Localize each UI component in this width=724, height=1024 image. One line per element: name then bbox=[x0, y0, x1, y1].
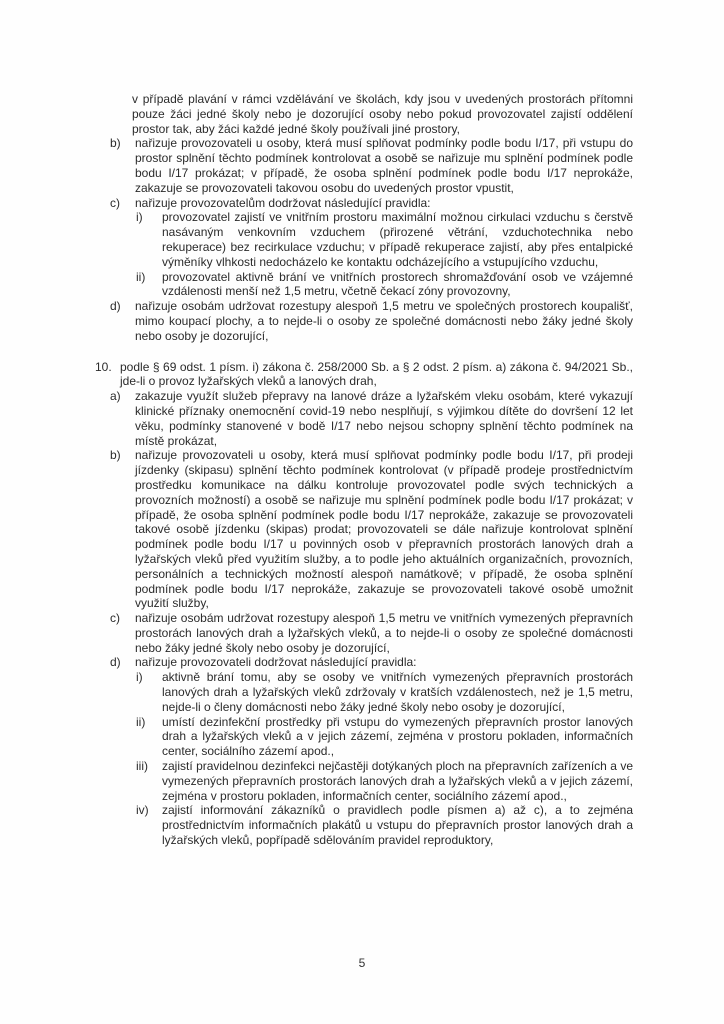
document-body bbox=[95, 92, 633, 848]
document-item bbox=[95, 196, 633, 211]
page-footer bbox=[0, 956, 724, 970]
document-item bbox=[95, 136, 633, 195]
item-text: provozovatel zajistí ve vnitřním prostoru maximální možnou cirkulaci vzduchu s čerstvě nasávaným venkovním vzduchem (přirozené větrání, vzduchotechnika nebo rekuperace) bez recirkulace vzduchu; v případě rekuperace zajistí, aby přes entalpické výměníky vlhkosti nedocházelo ke kontaktu odcházejícího a vstupujícího vzduchu, bbox=[162, 210, 633, 269]
item-text: nařizuje osobám udržovat rozestupy alespoň 1,5 metru ve vnitřních vymezených přepravních prostorách lanových drah a lyžařských vleků, a to nejde-li o osoby ze společné domácnosti nebo žáky jedné školy nebo osoby je dozorující, bbox=[135, 611, 633, 655]
item-text: nařizuje provozovateli u osoby, která musí splňovat podmínky podle bodu I/17, při vstupu do prostor splnění těchto podmínek kontrolovat a osobě se nařizuje mu splnění podmínek podle bodu I/17 prokázat; v případě, že osoba splnění podmínek podle bodu I/17 neprokáže, zakazuje se provozovateli takovou osobu do uvedených prostor vpustit, bbox=[135, 136, 633, 195]
item-marker: a) bbox=[110, 389, 121, 404]
document-item bbox=[95, 210, 633, 269]
document-item bbox=[95, 299, 633, 343]
document-item bbox=[95, 448, 633, 611]
item-marker: i) bbox=[136, 210, 143, 225]
document-item bbox=[95, 803, 633, 847]
item-marker: iii) bbox=[136, 759, 148, 774]
item-marker: iv) bbox=[136, 803, 149, 818]
document-item bbox=[95, 92, 633, 136]
item-marker: d) bbox=[110, 299, 121, 314]
document-item bbox=[95, 389, 633, 448]
item-marker: ii) bbox=[136, 269, 146, 284]
item-text: aktivně brání tomu, aby se osoby ve vnitřních vymezených přepravních prostorách lanových drah a lyžařských vleků zdržovaly v kratších vzdálenostech, než je 1,5 metru, nejde-li o členy domácnosti nebo žáky jedné školy nebo osoby je dozorující, bbox=[162, 670, 633, 714]
item-marker: c) bbox=[110, 611, 120, 626]
document-item bbox=[95, 670, 633, 714]
item-text: umístí dezinfekční prostředky při vstupu do vymezených přepravních prostor lanových drah a lyžařských vleků a v jejich zázemí, zejména v prostoru pokladen, informačních center, sociálního zázemí apod., bbox=[162, 714, 633, 759]
item-text: podle § 69 odst. 1 písm. i) zákona č. 258/2000 Sb. a § 2 odst. 2 písm. a) zákona č. 94/2021 Sb., jde-li o provoz lyžařských vleků a lanových drah, bbox=[120, 359, 633, 389]
item-text: v případě plavání v rámci vzdělávání ve školách, kdy jsou v uvedených prostorách přítomni pouze žáci jedné školy nebo je dozorující osoby nebo pokud provozovatel zajistí oddělení prostor tak, aby žáci každé jedné školy používali jiné prostory, bbox=[132, 92, 633, 136]
item-text: nařizuje provozovateli dodržovat následující pravidla: bbox=[135, 655, 417, 670]
item-text: nařizuje provozovatelům dodržovat následující pravidla: bbox=[135, 195, 431, 210]
document-item bbox=[95, 611, 633, 655]
item-marker: ii) bbox=[136, 714, 146, 729]
document-item bbox=[95, 360, 633, 390]
item-text: nařizuje osobám udržovat rozestupy alespoň 1,5 metru ve společných prostorech koupališť, mimo koupací plochy, a to nejde-li o osoby ze společné domácnosti nebo žáky jedné školy nebo osoby je dozorující, bbox=[135, 299, 633, 343]
item-marker: c) bbox=[110, 195, 120, 210]
document-item bbox=[95, 270, 633, 300]
document-item bbox=[95, 759, 633, 803]
item-text: nařizuje provozovateli u osoby, která musí splňovat podmínky podle bodu I/17, při prodeji jízdenky (skipasu) splnění těchto podmínek kontrolovat (v případě prodeje prostřednictvím prostředku komunikace na dálku kontroluje provozovatel podle svých technických a provozních možností) a osobě se nařizuje mu splnění podmínek podle bodu I/17 prokázat; v případě, že osoba splnění podmínek podle bodu I/17 neprokáže, zakazuje se provozovateli takové osobě jízdenku (skipas) prodat; provozovateli se dále nařizuje kontrolovat splnění podmínek podle bodu I/17 u povinných osob v přepravních prostorách lanových drah a lyžařských vleků před využitím služby, a to podle jeho aktuálních organizačních, provozních, personálních a technických možností alespoň namátkově; v případě, že osoba splnění podmínek podle bodu I/17 neprokáže, zakazuje se provozovateli takové osobě umožnit využití služby, bbox=[135, 448, 633, 611]
item-text: zajistí informování zákazníků o pravidlech podle písmen a) až c), a to zejména prostřednictvím informačních plakátů u vstupu do přepravních prostor lanových drah a lyžařských vleků, popřípadě sdělováním pravidel reproduktory, bbox=[162, 803, 633, 848]
item-marker: b) bbox=[110, 448, 121, 463]
page-number: 5 bbox=[358, 956, 366, 970]
item-marker: 10. bbox=[95, 359, 112, 374]
document-item bbox=[95, 715, 633, 759]
item-marker: d) bbox=[110, 655, 121, 670]
item-text: zajistí pravidelnou dezinfekci nejčastěji dotýkaných ploch na přepravních zařízeních a ve vymezených přepravních prostorách lanových drah a lyžařských vleků a v jejich zázemí, zejména v prostoru pokladen, informačních center, sociálního zázemí apod., bbox=[162, 759, 633, 803]
item-text: zakazuje využít služeb přepravy na lanové dráze a lyžařském vleku osobám, které vykazují klinické příznaky onemocnění covid-19 nebo nesplňují, s výjimkou dítěte do dovršení 12 let věku, podmínky stanovené v bodě I/17 nebo nejsou schopny splnění těchto podmínek na místě prokázat, bbox=[135, 389, 633, 448]
document-item bbox=[95, 655, 633, 670]
item-marker: b) bbox=[110, 136, 121, 151]
item-text: provozovatel aktivně brání ve vnitřních prostorech shromažďování osob ve vzájemné vzdálenosti menší než 1,5 metru, včetně čekací zóny provozovny, bbox=[162, 269, 633, 299]
item-marker: i) bbox=[136, 670, 143, 685]
